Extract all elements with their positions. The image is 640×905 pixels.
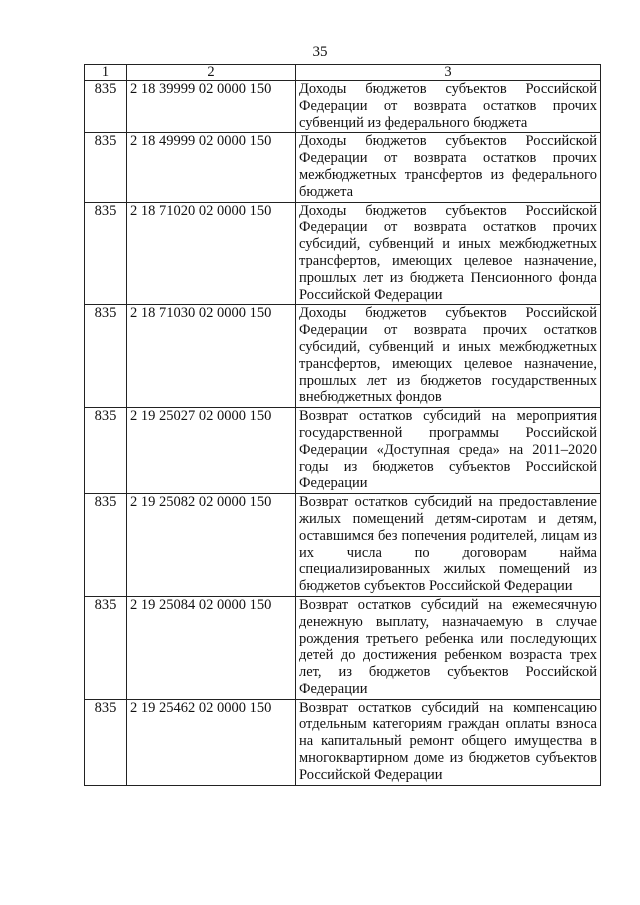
description-cell: Доходы бюджетов субъектов Российской Федерации от возврата остатков прочих субвенций из федерального бюджета bbox=[296, 81, 601, 133]
budget-code-cell: 2 19 25462 02 0000 150 bbox=[127, 699, 296, 785]
description-cell: Возврат остатков субсидий на мероприятия государственной программы Российской Федерации «Доступная среда» на 2011–2020 годы из бюджетов субъектов Российской Федерации bbox=[296, 408, 601, 494]
description-cell: Доходы бюджетов субъектов Российской Федерации от возврата остатков прочих межбюджетных трансфертов из федерального бюджета bbox=[296, 133, 601, 202]
description-cell: Доходы бюджетов субъектов Российской Федерации от возврата прочих остатков субсидий, субвенций и иных межбюджетных трансфертов, имеющих целевое назначение, прошлых лет из бюджетов государственных внебюджетных фондов bbox=[296, 305, 601, 408]
table-row bbox=[85, 408, 601, 494]
budget-code-cell: 2 18 39999 02 0000 150 bbox=[127, 81, 296, 133]
description-cell: Возврат остатков субсидий на компенсацию отдельным категориям граждан оплаты взноса на капитальный ремонт общего имущества в многоквартирном доме из бюджетов субъектов Российской Федерации bbox=[296, 699, 601, 785]
header-col-2: 2 bbox=[127, 65, 296, 81]
admin-code-cell: 835 bbox=[85, 305, 127, 408]
header-col-1: 1 bbox=[85, 65, 127, 81]
table-row bbox=[85, 133, 601, 202]
budget-code-cell: 2 18 49999 02 0000 150 bbox=[127, 133, 296, 202]
budget-code-cell: 2 19 25027 02 0000 150 bbox=[127, 408, 296, 494]
table-row bbox=[85, 494, 601, 597]
admin-code-cell: 835 bbox=[85, 81, 127, 133]
table-row bbox=[85, 202, 601, 305]
budget-code-cell: 2 19 25082 02 0000 150 bbox=[127, 494, 296, 597]
admin-code-cell: 835 bbox=[85, 408, 127, 494]
admin-code-cell: 835 bbox=[85, 699, 127, 785]
description-cell: Возврат остатков субсидий на предоставление жилых помещений детям-сиротам и детям, оставшимся без попечения родителей, лицам из их числа по договорам найма специализированных жилых помещений из бюджетов субъектов Российской Федерации bbox=[296, 494, 601, 597]
table-header-row bbox=[85, 65, 601, 81]
table-row bbox=[85, 596, 601, 699]
header-col-3: 3 bbox=[296, 65, 601, 81]
budget-code-cell: 2 18 71020 02 0000 150 bbox=[127, 202, 296, 305]
page-number: 35 bbox=[312, 44, 328, 60]
description-cell: Доходы бюджетов субъектов Российской Федерации от возврата остатков прочих субсидий, субвенций и иных межбюджетных трансфертов, имеющих целевое назначение, прошлых лет из бюджета Пенсионного фонда Российской Федерации bbox=[296, 202, 601, 305]
table-row bbox=[85, 81, 601, 133]
description-cell: Возврат остатков субсидий на ежемесячную денежную выплату, назначаемую в случае рождения третьего ребенка или последующих детей до достижения ребенком возраста трех лет, из бюджетов субъектов Российской Федерации bbox=[296, 596, 601, 699]
budget-codes-table bbox=[84, 64, 601, 786]
admin-code-cell: 835 bbox=[85, 202, 127, 305]
table-row bbox=[85, 699, 601, 785]
admin-code-cell: 835 bbox=[85, 596, 127, 699]
budget-code-cell: 2 19 25084 02 0000 150 bbox=[127, 596, 296, 699]
admin-code-cell: 835 bbox=[85, 133, 127, 202]
table-row bbox=[85, 305, 601, 408]
budget-code-cell: 2 18 71030 02 0000 150 bbox=[127, 305, 296, 408]
admin-code-cell: 835 bbox=[85, 494, 127, 597]
